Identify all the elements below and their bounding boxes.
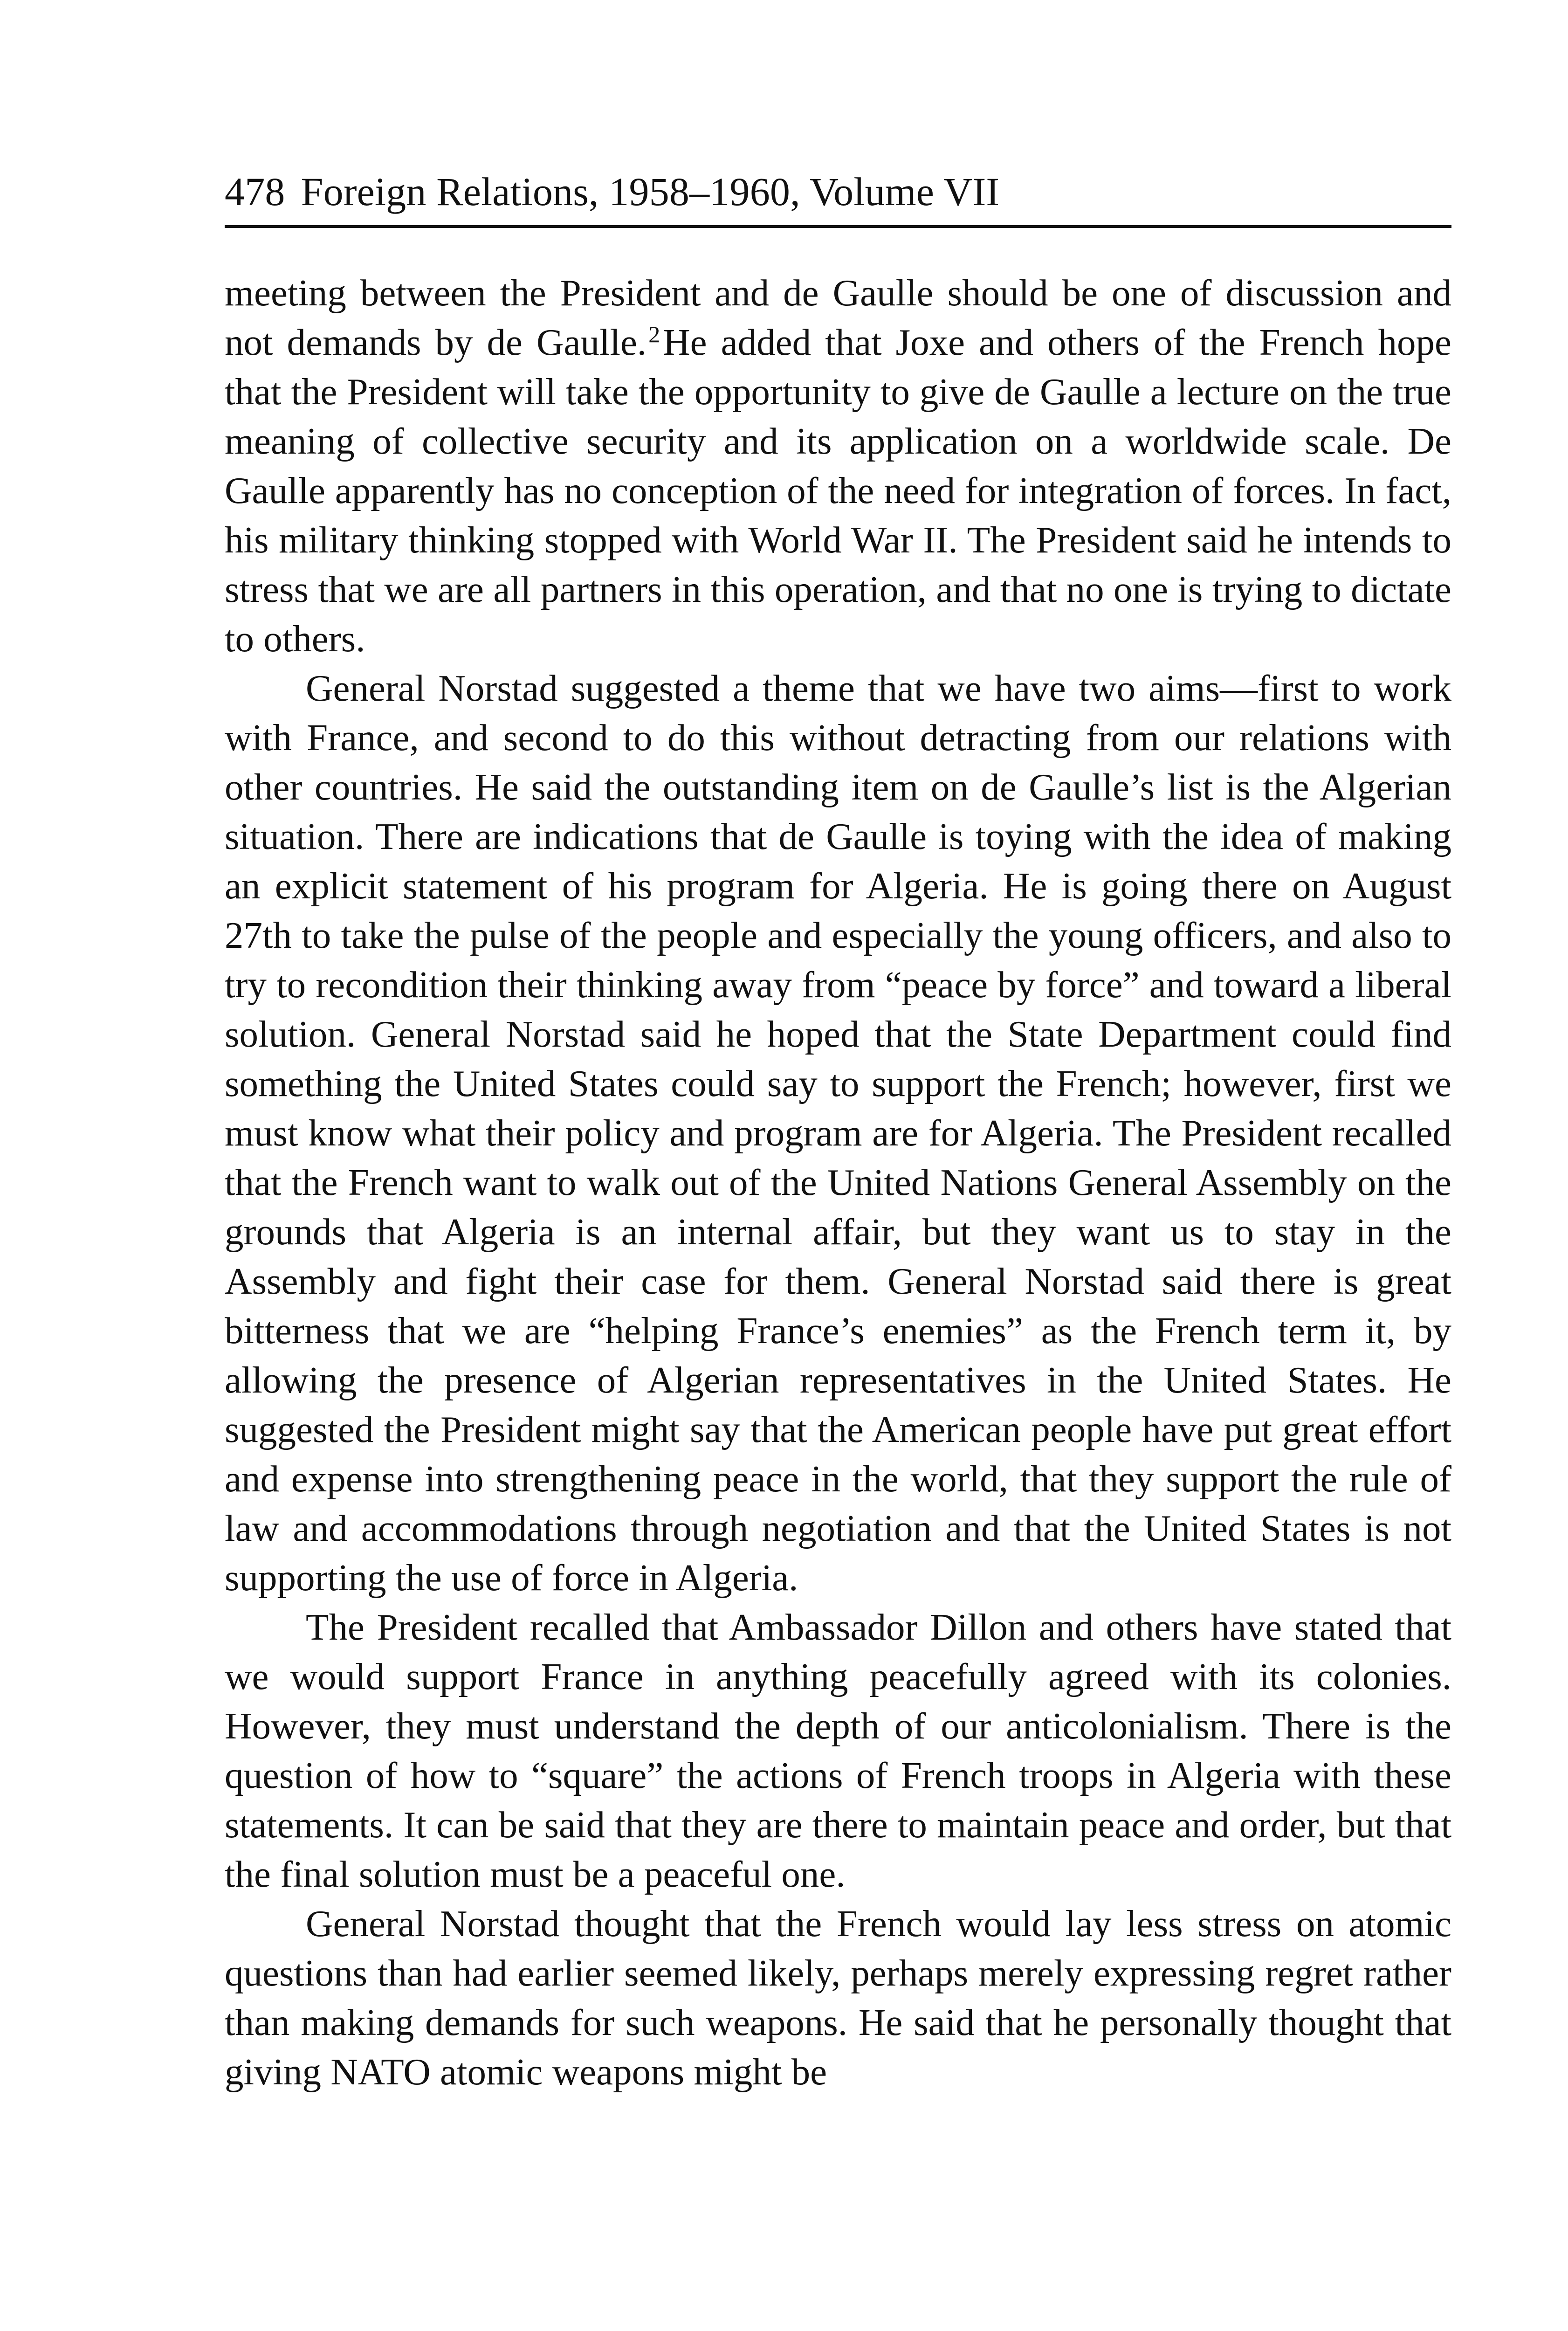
body-paragraph-3: The President recalled that Ambassador Dillon and others have stated that we would support France in anything peacefully agreed with its colonies. However, they must understand the depth of our anticolonialism. There is the question of how to “square” the actions of French troops in Algeria with these statements. It can be said that they are there to maintain peace and order, but that the final solution must be a peaceful one.: [225, 1606, 1451, 1895]
running-head: [225, 169, 1451, 214]
footnote-reference-2: 2: [648, 321, 660, 347]
running-title: Foreign Relations, 1958–1960, Volume VII: [301, 169, 1000, 214]
body-paragraph-4: General Norstad thought that the French would lay less stress on atomic questions than had earlier seemed likely, perhaps merely expressing regret rather than making demands for such weapons. He said that he personally thought that giving NATO atomic weapons might be: [225, 1903, 1451, 2093]
body-text: [225, 268, 1451, 2097]
body-paragraph-2: General Norstad suggested a theme that we have two aims—first to work with France, and second to do this without detracting from our relations with other countries. He said the outstanding item on de Gaulle’s list is the Algerian situation. There are indications that de Gaulle is toying with the idea of making an explicit statement of his program for Algeria. He is going there on August 27th to take the pulse of the people and especially the young officers, and also to try to recondition their thinking away from “peace by force” and toward a liberal solution. General Norstad said he hoped that the State Department could find something the United States could say to support the French; however, first we must know what their policy and program are for Algeria. The President recalled that the French want to walk out of the United Nations General Assembly on the grounds that Algeria is an internal affair, but they want us to stay in the Assembly and fight their case for them. General Norstad said there is great bitterness that we are “helping France’s enemies” as the French term it, by allowing the presence of Algerian representatives in the United States. He suggested the President might say that the American people have put great effort and expense into strengthening peace in the world, that they support the rule of law and accommodations through negotiation and that the United States is not supporting the use of force in Algeria.: [225, 667, 1451, 1599]
page-number: 478: [225, 169, 285, 214]
paragraph-1-before-note: meeting between the President and de Gaulle should be one of discussion and not demands by de Gaulle.: [225, 272, 1451, 363]
body-paragraph-1: [225, 268, 1451, 663]
paragraph-1-after-note: He added that Joxe and others of the French hope that the President will take the opportunity to give de Gaulle a lecture on the true meaning of collective security and its application on a worldwide scale. De Gaulle apparently has no conception of the need for integration of forces. In fact, his military thinking stopped with World War II. The President said he intends to stress that we are all partners in this operation, and that no one is trying to dictate to others.: [225, 321, 1451, 660]
header-rule: [225, 225, 1451, 228]
